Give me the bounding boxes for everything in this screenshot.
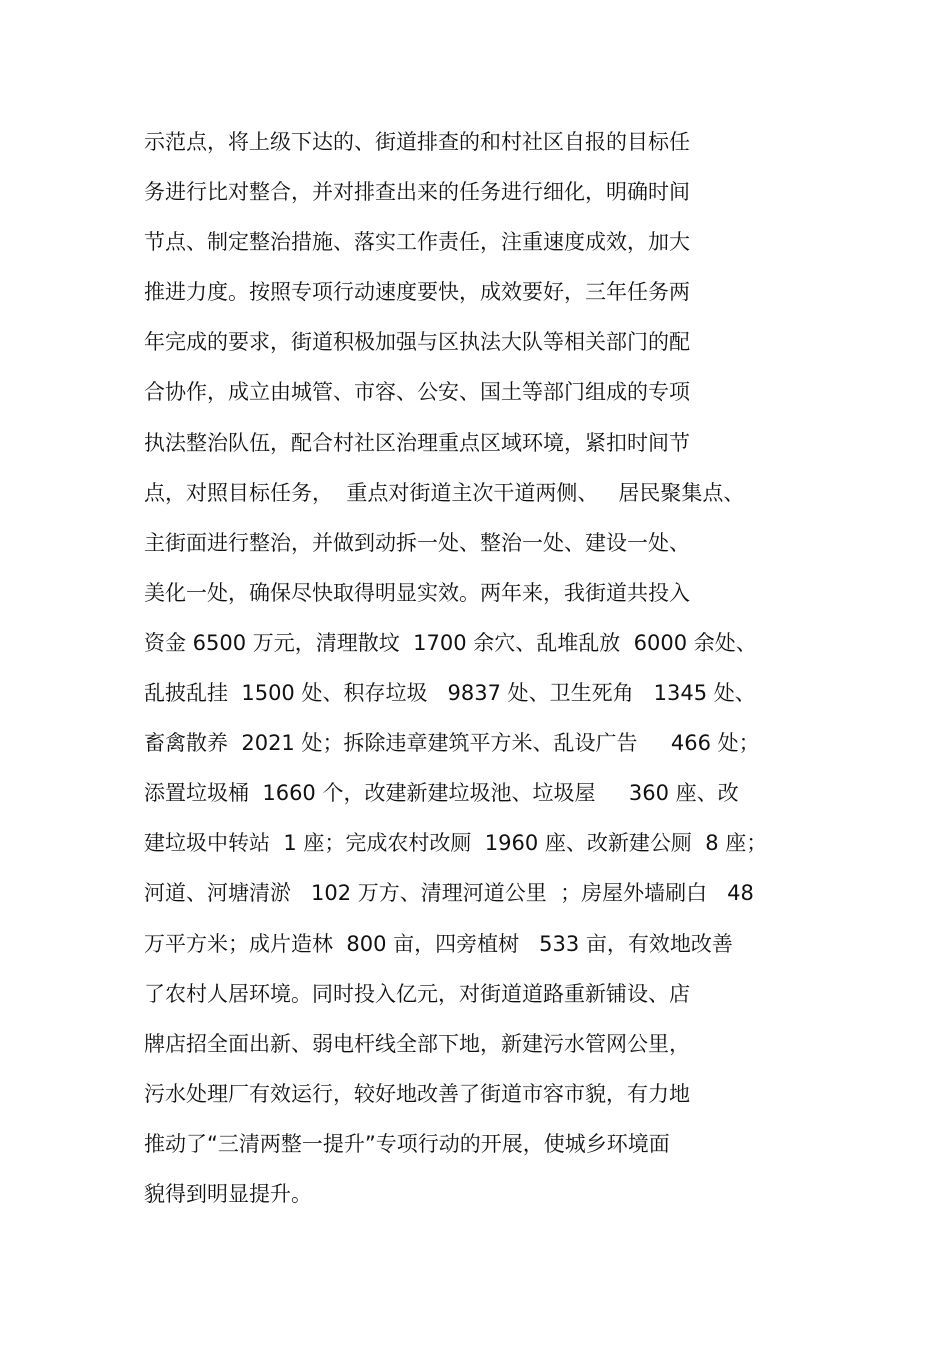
text-line: 牌店招全面出新、弱电杆线全部下地，新建污水管网公里， (144, 1031, 690, 1056)
text-line: 示范点，将上级下达的、街道排查的和村社区自报的目标任 (144, 130, 690, 154)
text-line: 推动了“三清两整一提升”专项行动的开展，使城乡环境面 (144, 1131, 670, 1156)
text-line: 污水处理厂有效运行，较好地改善了街道市容市貌，有力地 (144, 1081, 690, 1106)
body-paragraph (144, 121, 844, 1223)
text-line: 河道、河塘清淤 102 万方、清理河道公里 ；房屋外墙刷白 48 (144, 881, 754, 906)
text-line: 务进行比对整合，并对排查出来的任务进行细化，明确时间 (144, 180, 690, 205)
text-line: 添置垃圾桶 1660 个，改建新建垃圾池、垃圾屋 360 座、改 (144, 781, 739, 806)
text-line: 貌得到明显提升。 (144, 1181, 312, 1206)
text-line: 合协作，成立由城管、市容、公安、国土等部门组成的专项 (144, 380, 690, 405)
text-line: 推进力度。按照专项行动速度要快，成效要好，三年任务两 (144, 280, 690, 305)
text-line: 节点、制定整治措施、落实工作责任，注重速度成效，加大 (144, 230, 690, 255)
text-line: 畜禽散养 2021 处；拆除违章建筑平方米、乱设广告 466 处； (144, 731, 760, 756)
text-line: 执法整治队伍，配合村社区治理重点区域环境，紧扣时间节 (144, 430, 690, 455)
text-line: 乱披乱挂 1500 处、积存垃圾 9837 处、卫生死角 1345 处、 (144, 681, 756, 706)
text-line: 年完成的要求，街道积极加强与区执法大队等相关部门的配 (144, 330, 690, 355)
text-line: 美化一处，确保尽快取得明显实效。两年来，我街道共投入 (144, 580, 690, 605)
text-line: 点，对照目标任务， 重点对街道主次干道两侧、 居民聚集点、 (144, 480, 745, 505)
text-line: 资金 6500 万元，清理散坟 1700 余穴、乱堆乱放 6000 余处、 (144, 630, 757, 655)
text-line: 建垃圾中转站 1 座；完成农村改厕 1960 座、改新建公厕 8 座； (144, 831, 768, 856)
text-line: 了农村人居环境。同时投入亿元，对街道道路重新铺设、店 (144, 981, 690, 1006)
text-line: 万平方米；成片造林 800 亩，四旁植树 533 亩，有效地改善 (144, 931, 733, 956)
text-line: 主街面进行整治，并做到动拆一处、整治一处、建设一处、 (144, 530, 690, 555)
